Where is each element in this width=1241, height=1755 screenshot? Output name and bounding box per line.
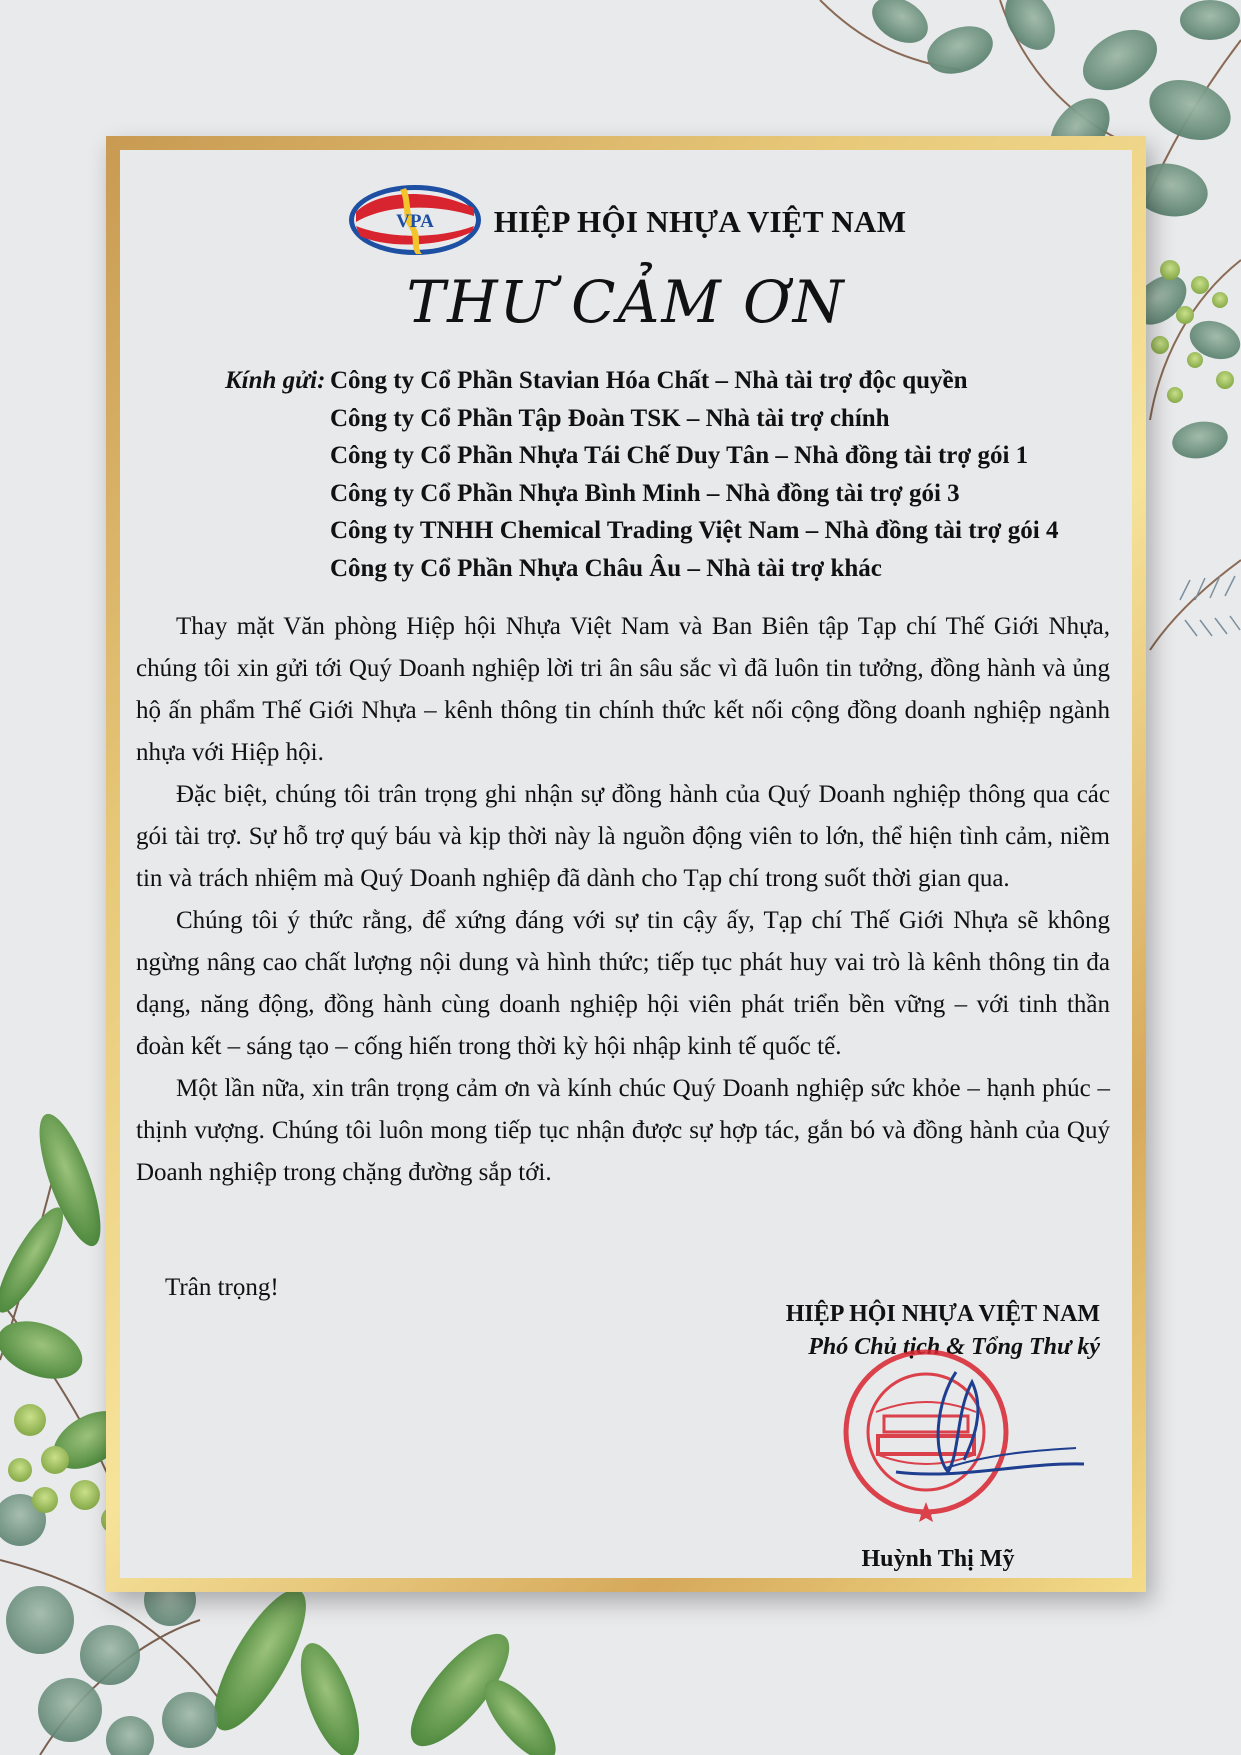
body-paragraph: Một lần nữa, xin trân trọng cảm ơn và kính chúc Quý Doanh nghiệp sức khỏe – hạnh phúc – thịnh vượng. Chúng tôi luôn mong tiếp tục nhận được sự hợp tác, gắn bó và đồng hành của Quý Doanh nghiệp trong chặng đường sắp tới. — [136, 1075, 1110, 1186]
body-paragraph: Đặc biệt, chúng tôi trân trọng ghi nhận sự đồng hành của Quý Doanh nghiệp thông qua các gói tài trợ. Sự hỗ trợ quý báu và kịp thời này là nguồn động viên to lớn, thể hiện tình cảm, niềm tin và trách nhiệm mà Quý Doanh nghiệp đã dành cho Tạp chí trong suốt thời gian qua. — [136, 781, 1110, 892]
recipient-row — [225, 550, 1058, 588]
gold-frame — [106, 136, 1146, 1592]
recipient-name: Công ty Cổ Phần Nhựa Tái Chế Duy Tân – Nhà đồng tài trợ gói 1 — [330, 442, 1029, 469]
recipient-name: Công ty Cổ Phần Nhựa Bình Minh – Nhà đồng tài trợ gói 3 — [330, 479, 960, 507]
recipient-row — [225, 475, 1058, 513]
closing-line: Trân trọng! — [165, 1274, 279, 1301]
signature-org: HIỆP HỘI NHỰA VIỆT NAM — [785, 1301, 1100, 1327]
recipient-name: Công ty Cổ Phần Stavian Hóa Chất – Nhà tài trợ độc quyền — [330, 367, 968, 394]
body-paragraph: Thay mặt Văn phòng Hiệp hội Nhựa Việt Nam và Ban Biên tập Tạp chí Thế Giới Nhựa, chúng tôi xin gửi tới Quý Doanh nghiệp lời tri ân sâu sắc vì đã luôn tin tưởng, đồng hành và ủng hộ ấn phẩm Thế Giới Nhựa – kênh thông tin chính thức kết nối cộng đồng doanh nghiệp ngành nhựa với Hiệp hội. — [136, 613, 1110, 766]
signature-role: Phó Chủ tịch & Tổng Thư ký — [808, 1334, 1100, 1360]
letter-paper — [120, 150, 1132, 1578]
org-name: HIỆP HỘI NHỰA VIỆT NAM — [493, 204, 907, 239]
recipients-block — [225, 362, 1058, 587]
logo-text: VPA — [395, 211, 434, 232]
body-paragraph: Chúng tôi ý thức rằng, để xứng đáng với sự tin cậy ấy, Tạp chí Thế Giới Nhựa sẽ không ngừng nâng cao chất lượng nội dung và hình thức; tiếp tục phát huy vai trò là kênh thông tin đa dạng, năng động, đồng hành cùng doanh nghiệp hội viên phát triển bền vững – với tinh thần đoàn kết – sáng tạo – cống hiến trong thời kỳ hội nhập kinh tế quốc tế. — [136, 907, 1110, 1060]
salutation: Kính gửi: — [225, 367, 326, 394]
signer-name: Huỳnh Thị Mỹ — [861, 1546, 1015, 1572]
recipient-row — [225, 400, 1058, 438]
recipient-name: Công ty Cổ Phần Nhựa Châu Âu – Nhà tài trợ khác — [330, 554, 882, 582]
letter-title: THƯ CẢM ƠN — [406, 268, 846, 336]
recipient-name: Công ty Cổ Phần Tập Đoàn TSK – Nhà tài trợ chính — [330, 404, 890, 432]
red-seal-stamp — [836, 1342, 1086, 1522]
recipient-row — [225, 512, 1058, 550]
recipient-name: Công ty TNHH Chemical Trading Việt Nam – Nhà đồng tài trợ gói 4 — [330, 517, 1059, 544]
letter-body — [136, 606, 1110, 1194]
recipient-row — [225, 362, 1058, 400]
recipient-row — [225, 437, 1058, 475]
vpa-logo — [346, 182, 484, 258]
letterhead — [120, 180, 1132, 260]
